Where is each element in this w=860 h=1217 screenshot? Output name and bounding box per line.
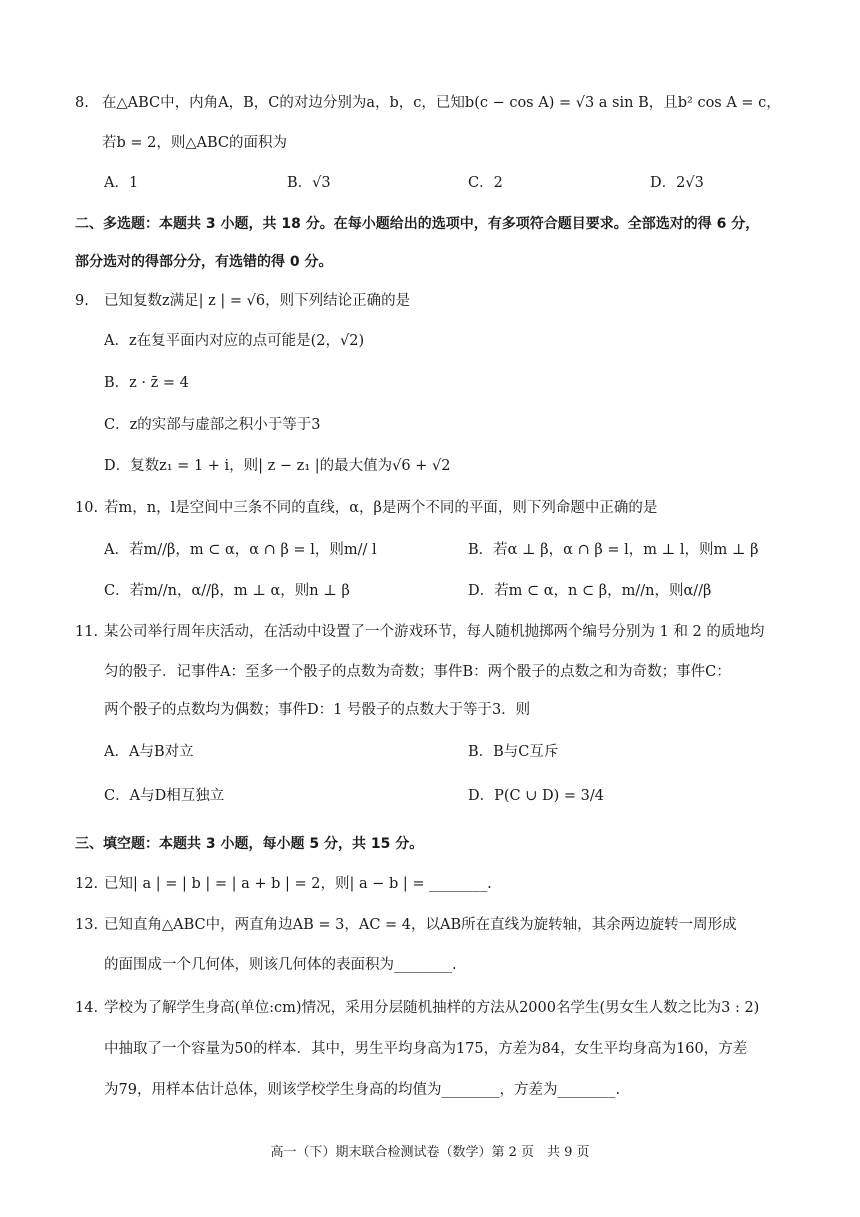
q13-stem-line1: 已知直角△ABC中，两直角边AB = 3，AC = 4，以AB所在直线为旋转轴，其余两边旋转一周形成 <box>104 917 737 933</box>
page-footer: 高一（下）期末联合检测试卷（数学）第 2 页 共 9 页 <box>270 1145 590 1160</box>
q10-option-d: D．若m ⊂ α，n ⊂ β，m//n，则α//β <box>468 583 712 599</box>
q10-option-a: A．若m//β，m ⊂ α，α ∩ β = l，则m// l <box>104 542 377 558</box>
section2-heading-line1: 二、多选题：本题共 3 小题，共 18 分。在每小题给出的选项中，有多项符合题目要求。全部选对的得 6 分， <box>75 216 760 232</box>
q11-option-c: C．A与D相互独立 <box>104 788 225 804</box>
q9-option-b: B．z · z̄ = 4 <box>104 375 189 391</box>
q8-stem-line1: 在△ABC中，内角A，B，C的对边分别为a，b，c，已知b(c − cos A) = √3 a sin B，且b² cos A = c， <box>102 95 781 111</box>
q11-stem-line3: 两个骰子的点数均为偶数；事件D：1 号骰子的点数大于等于3．则 <box>104 702 531 718</box>
q9-option-d: D．复数z₁ = 1 + i，则| z − z₁ |的最大值为√6 + √2 <box>104 458 451 474</box>
q8-number: 8. <box>75 95 89 111</box>
q8-option-d: D．2√3 <box>650 175 704 191</box>
section2-heading-line2: 部分选对的得部分分，有选错的得 0 分。 <box>75 254 333 270</box>
q9-number: 9. <box>75 293 89 309</box>
q9-stem: 已知复数z满足| z | = √6，则下列结论正确的是 <box>104 293 411 309</box>
q8-option-a: A．1 <box>104 175 139 191</box>
q13-number: 13. <box>75 917 99 933</box>
q14-stem-line3: 为79，用样本估计总体，则该学校学生身高的均值为________，方差为________. <box>104 1082 621 1098</box>
q8-stem-line2: 若b = 2，则△ABC的面积为 <box>102 135 288 151</box>
q12-number: 12. <box>75 876 99 892</box>
q11-option-d: D．P(C ∪ D) = 3/4 <box>468 788 604 804</box>
q11-option-b: B．B与C互斥 <box>468 744 559 760</box>
q14-stem-line1: 学校为了解学生身高(单位:cm)情况，采用分层随机抽样的方法从2000名学生(男女生人数之比为3 : 2) <box>104 1000 760 1016</box>
q9-option-c: C．z的实部与虚部之积小于等于3 <box>104 417 321 433</box>
q10-option-c: C．若m//n，α//β，m ⊥ α，则n ⊥ β <box>104 583 350 599</box>
q11-option-a: A．A与B对立 <box>104 744 194 760</box>
q9-option-a: A．z在复平面内对应的点可能是(2，√2) <box>104 333 365 349</box>
q10-option-b: B．若α ⊥ β，α ∩ β = l，m ⊥ l，则m ⊥ β <box>468 542 759 558</box>
q11-stem-line1: 某公司举行周年庆活动，在活动中设置了一个游戏环节，每人随机抛掷两个编号分别为 1 和 2 的质地均 <box>104 624 765 640</box>
q14-number: 14. <box>75 1000 99 1016</box>
q13-stem-line2: 的面围成一个几何体，则该几何体的表面积为________. <box>104 957 457 973</box>
q11-stem-line2: 匀的骰子．记事件A：至多一个骰子的点数为奇数；事件B：两个骰子的点数之和为奇数；事件C： <box>104 664 731 680</box>
q10-stem: 若m，n，l是空间中三条不同的直线，α，β是两个不同的平面，则下列命题中正确的是 <box>104 500 658 516</box>
q8-option-c: C．2 <box>468 175 503 191</box>
q14-stem-line2: 中抽取了一个容量为50的样本．其中，男生平均身高为175，方差为84，女生平均身高为160，方差 <box>104 1041 748 1057</box>
q8-option-b: B．√3 <box>287 175 331 191</box>
q12-stem: 已知| a | = | b | = | a + b | = 2，则| a − b | = ________. <box>104 876 492 892</box>
q10-number: 10. <box>75 500 99 516</box>
q11-number: 11. <box>75 624 99 640</box>
section3-heading: 三、填空题：本题共 3 小题，每小题 5 分，共 15 分。 <box>75 836 424 852</box>
